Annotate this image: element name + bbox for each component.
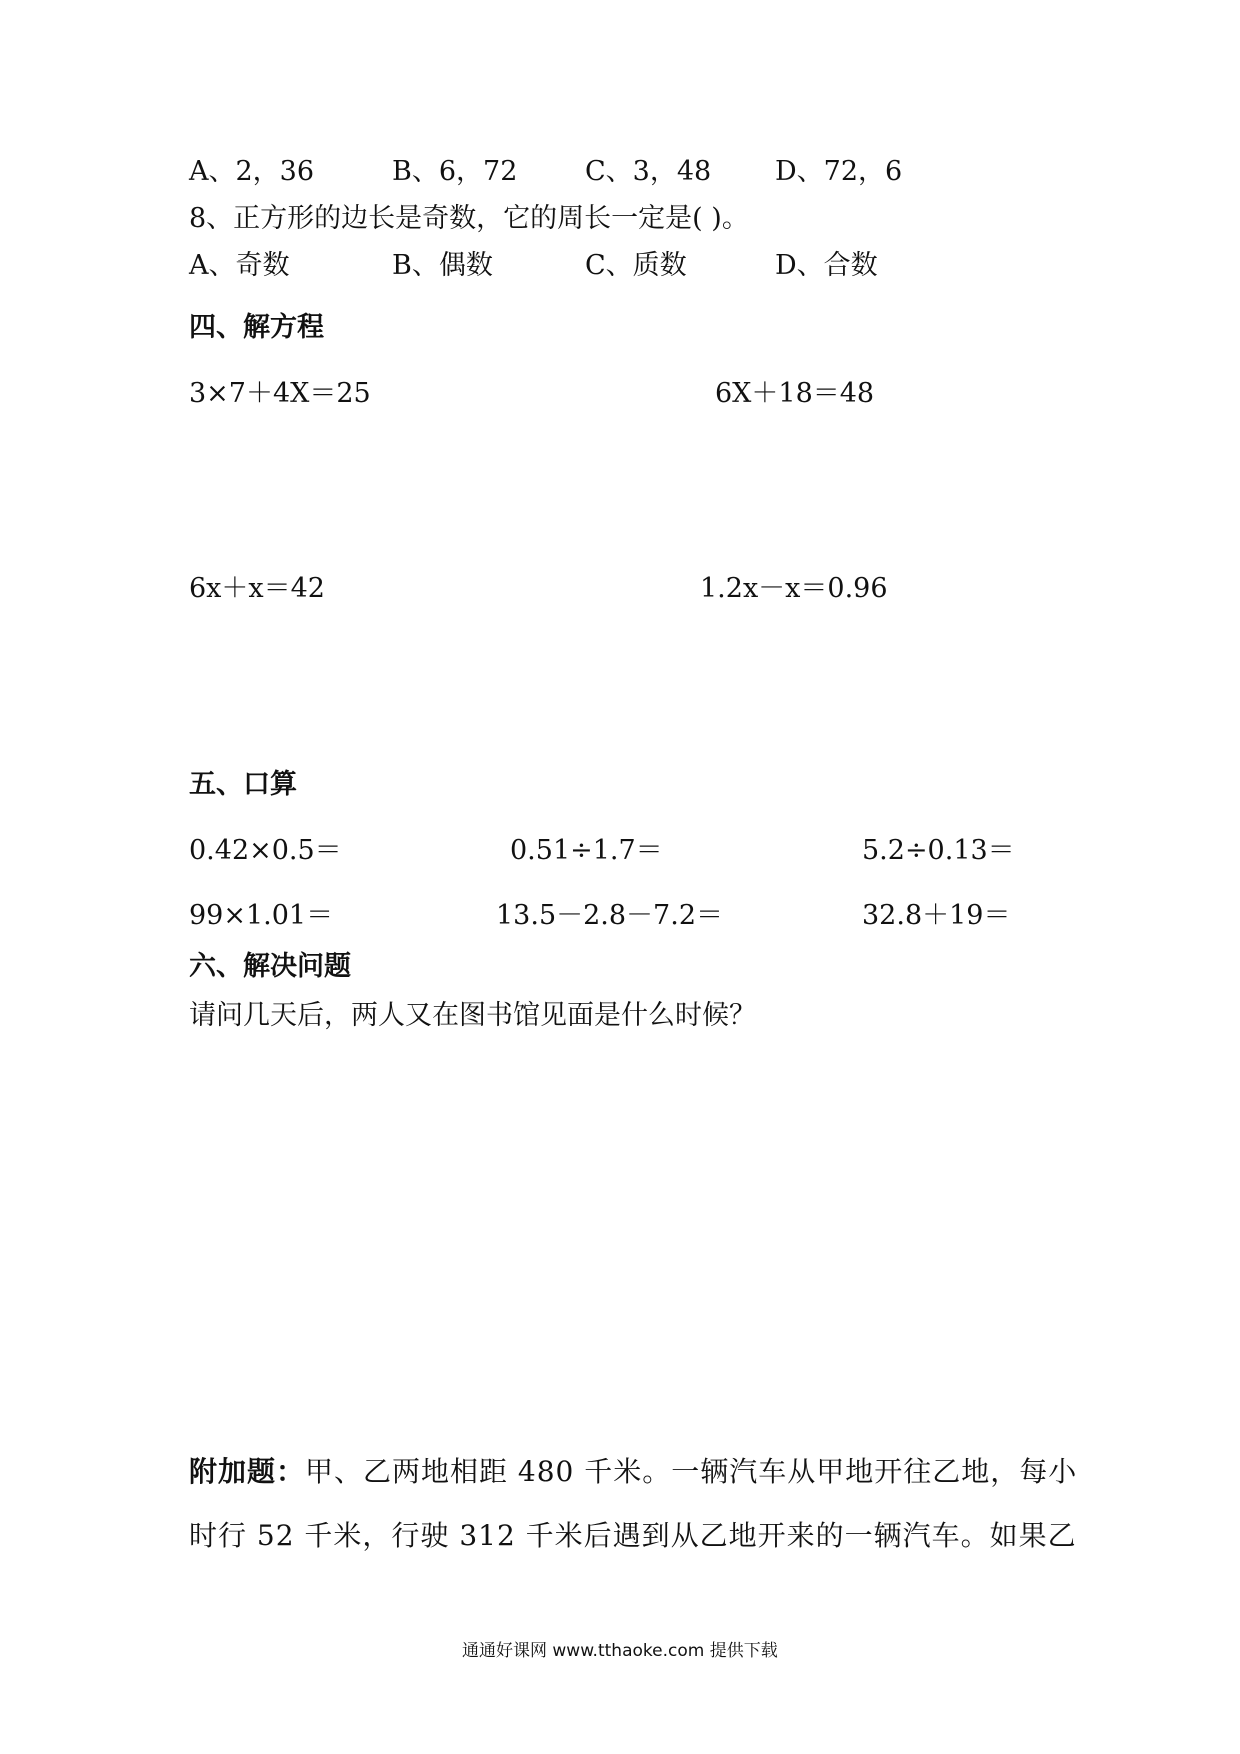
oral-calc-5: 13.5－2.8－7.2＝ [496,900,723,931]
page-footer: 通通好课网 www.tthaoke.com 提供下载 [462,1641,778,1661]
section6-question: 请问几天后，两人又在图书馆见面是什么时候？ [189,1000,756,1031]
q8-option-d: D、合数 [775,250,878,281]
extra-question-line-2: 时行 52 千米，行驶 312 千米后遇到从乙地开来的一辆汽车。如果乙 [189,1519,1077,1552]
oral-calc-6: 32.8＋19＝ [862,900,1011,931]
q8-question: 8、正方形的边长是奇数，它的周长一定是( )。 [189,203,749,234]
q8-option-c: C、质数 [585,250,687,281]
q7-option-c: C、3，48 [585,156,712,187]
section6-title: 六、解决问题 [189,951,351,982]
equation-4: 1.2x－x＝0.96 [700,573,888,604]
extra-question-line-1 [189,1455,1078,1488]
equation-3: 6x＋x＝42 [189,573,325,604]
equation-1: 3×7＋4X＝25 [189,378,371,409]
oral-calc-1: 0.42×0.5＝ [189,835,342,866]
q7-option-b: B、6，72 [392,156,518,187]
oral-calc-2: 0.51÷1.7＝ [510,835,663,866]
extra-question-label: 附加题： [189,1455,306,1488]
q7-option-a: A、2，36 [189,156,315,187]
section5-title: 五、口算 [189,769,297,800]
equation-2: 6X＋18＝48 [715,378,875,409]
section4-title: 四、解方程 [189,312,324,343]
extra-question-text-1: 甲、乙两地相距 480 千米。一辆汽车从甲地开往乙地，每小 [305,1455,1078,1488]
oral-calc-4: 99×1.01＝ [189,900,334,931]
q8-option-a: A、奇数 [189,250,290,281]
q8-option-b: B、偶数 [392,250,493,281]
q7-option-d: D、72，6 [775,156,903,187]
oral-calc-3: 5.2÷0.13＝ [862,835,1015,866]
